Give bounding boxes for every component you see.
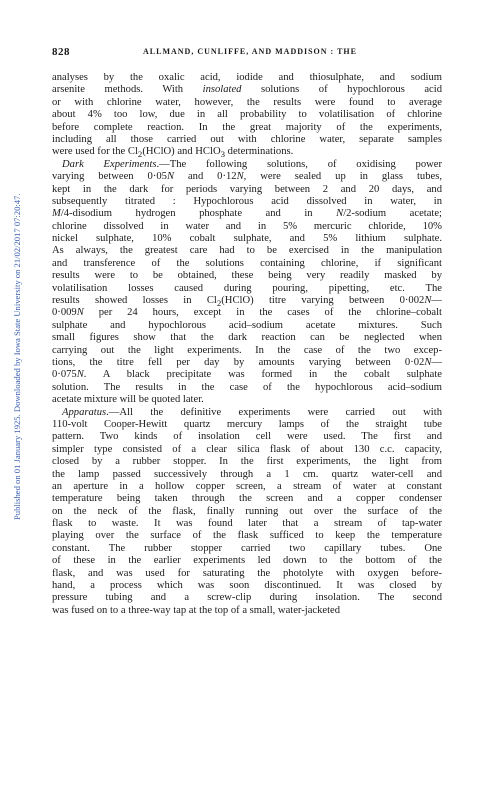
text-line: Apparatus.—All the definitive experiments were carried out with xyxy=(62,406,442,418)
text-line: solution. The results in the case of the hypochlorous acid–sodium xyxy=(52,381,442,393)
text-line: As always, the greatest care had to be exercised in the manipulation xyxy=(52,245,442,257)
text-line: hand, a process which was soon discontinued. It was closed by xyxy=(52,580,442,592)
text-line: flask to waste. It was found later that a stream of tap-water xyxy=(52,518,442,530)
text-line: Dark Experiments.—The following solutions, of oxidising power xyxy=(62,158,442,170)
text-line: was fused on to a three-way tap at the top of a small, water-jacketed xyxy=(52,604,341,616)
text-line: constant. The rubber stopper carried two capillary tubes. One xyxy=(52,542,442,554)
text-line: or with chlorine water, however, the results were found to average xyxy=(52,96,442,108)
text-line: chlorine dissolved in water and in 5% mercuric chloride, 10% xyxy=(52,220,442,232)
text-line: flask, and was used for saturating the photolyte with oxygen before- xyxy=(52,567,442,579)
article-body xyxy=(52,72,442,617)
text-line: acetate mixture will be quoted later. xyxy=(52,394,204,406)
text-line: nickel sulphate, 10% cobalt sulphate, and 5% lithium sulphate. xyxy=(52,233,442,245)
publication-watermark xyxy=(10,80,24,520)
text-line: volatilisation losses caused during pouring, pipetting, etc. The xyxy=(52,282,442,294)
text-line: pattern. Two kinds of insolation cell were used. The first and xyxy=(52,431,442,443)
text-line: pressure tubing and a screw-clip during insolation. The second xyxy=(52,592,442,604)
text-line: small figures show that the dark reaction can be neglected when xyxy=(52,332,442,344)
text-line: including all those carried out with chlorine water, separate samples xyxy=(52,133,442,145)
text-line: before complete reaction. In the great majority of the experiments, xyxy=(52,121,442,133)
text-line: closed by a rubber stopper. In the first experiments, the light from xyxy=(52,456,442,468)
text-line: and transference of the solutions containing chlorine, if significant xyxy=(52,257,442,269)
text-line: sulphate and hypochlorous acid–sodium acetate mixtures. Such xyxy=(52,319,442,331)
text-line: on the neck of the flask, finally running out over the surface of the xyxy=(52,505,442,517)
text-line: M/4-disodium hydrogen phosphate and in N/2-sodium acetate; xyxy=(52,208,442,220)
text-line: carrying out the light experiments. In the case of the two excep- xyxy=(52,344,442,356)
text-line: 0·009N per 24 hours, except in the cases of the chlorine–cobalt xyxy=(52,307,442,319)
page-number: 828 xyxy=(52,46,70,58)
text-line: subsequently titrated : Hypochlorous acid dissolved in water, in xyxy=(52,195,442,207)
text-line: results were to be obtained, these being very readily masked by xyxy=(52,270,442,282)
text-line: analyses by the oxalic acid, iodide and thiosulphate, and sodium xyxy=(52,72,442,83)
text-line: temperature being taken through the screen and a copper condenser xyxy=(52,493,442,505)
text-line: playing over the surface of the flask sufficed to keep the temperature xyxy=(52,530,442,542)
text-line: of these in the earlier experiments led down to the bottom of the xyxy=(52,555,442,567)
text-line: an aperture in a hollow copper screen, a stream of water at constant xyxy=(52,480,442,492)
watermark-text: Published on 01 January 1925. Downloaded by Iowa State University on 21/02/2017 07:20:47. xyxy=(12,193,22,520)
text-line: the lamp passed successively through a 1 cm. quartz water-cell and xyxy=(52,468,442,480)
text-line: arsenite methods. With insolated solutions of hypochlorous acid xyxy=(52,84,442,96)
text-line: 0·075N. A black precipitate was formed in the cobalt sulphate xyxy=(52,369,442,381)
text-line: were used for the $Cl_2(HClO)$ and HClO$_3$ determinations. xyxy=(52,146,294,159)
text-line: tions, the titre fell per day by amounts varying between 0·02N— xyxy=(52,356,442,368)
text-line: 110-volt Cooper-Hewitt quartz mercury lamps of the straight tube xyxy=(52,418,442,430)
text-line: kept in the dark for periods varying between 2 and 20 days, and xyxy=(52,183,442,195)
text-line: varying between 0·05N and 0·12N, were sealed up in glass tubes, xyxy=(52,171,442,183)
text-line: simpler type consisted of a clear silica flask of about 130 c.c. capacity, xyxy=(52,443,442,455)
text-line: about 4% too low, due in all probability to volatilisation of chlorine xyxy=(52,109,442,121)
text-line: results showed losses in $Cl_2(HClO)$ titre varying between 0·002N— xyxy=(52,295,442,308)
running-head: ALLMAND, CUNLIFFE, AND MADDISON : THE xyxy=(143,47,357,56)
